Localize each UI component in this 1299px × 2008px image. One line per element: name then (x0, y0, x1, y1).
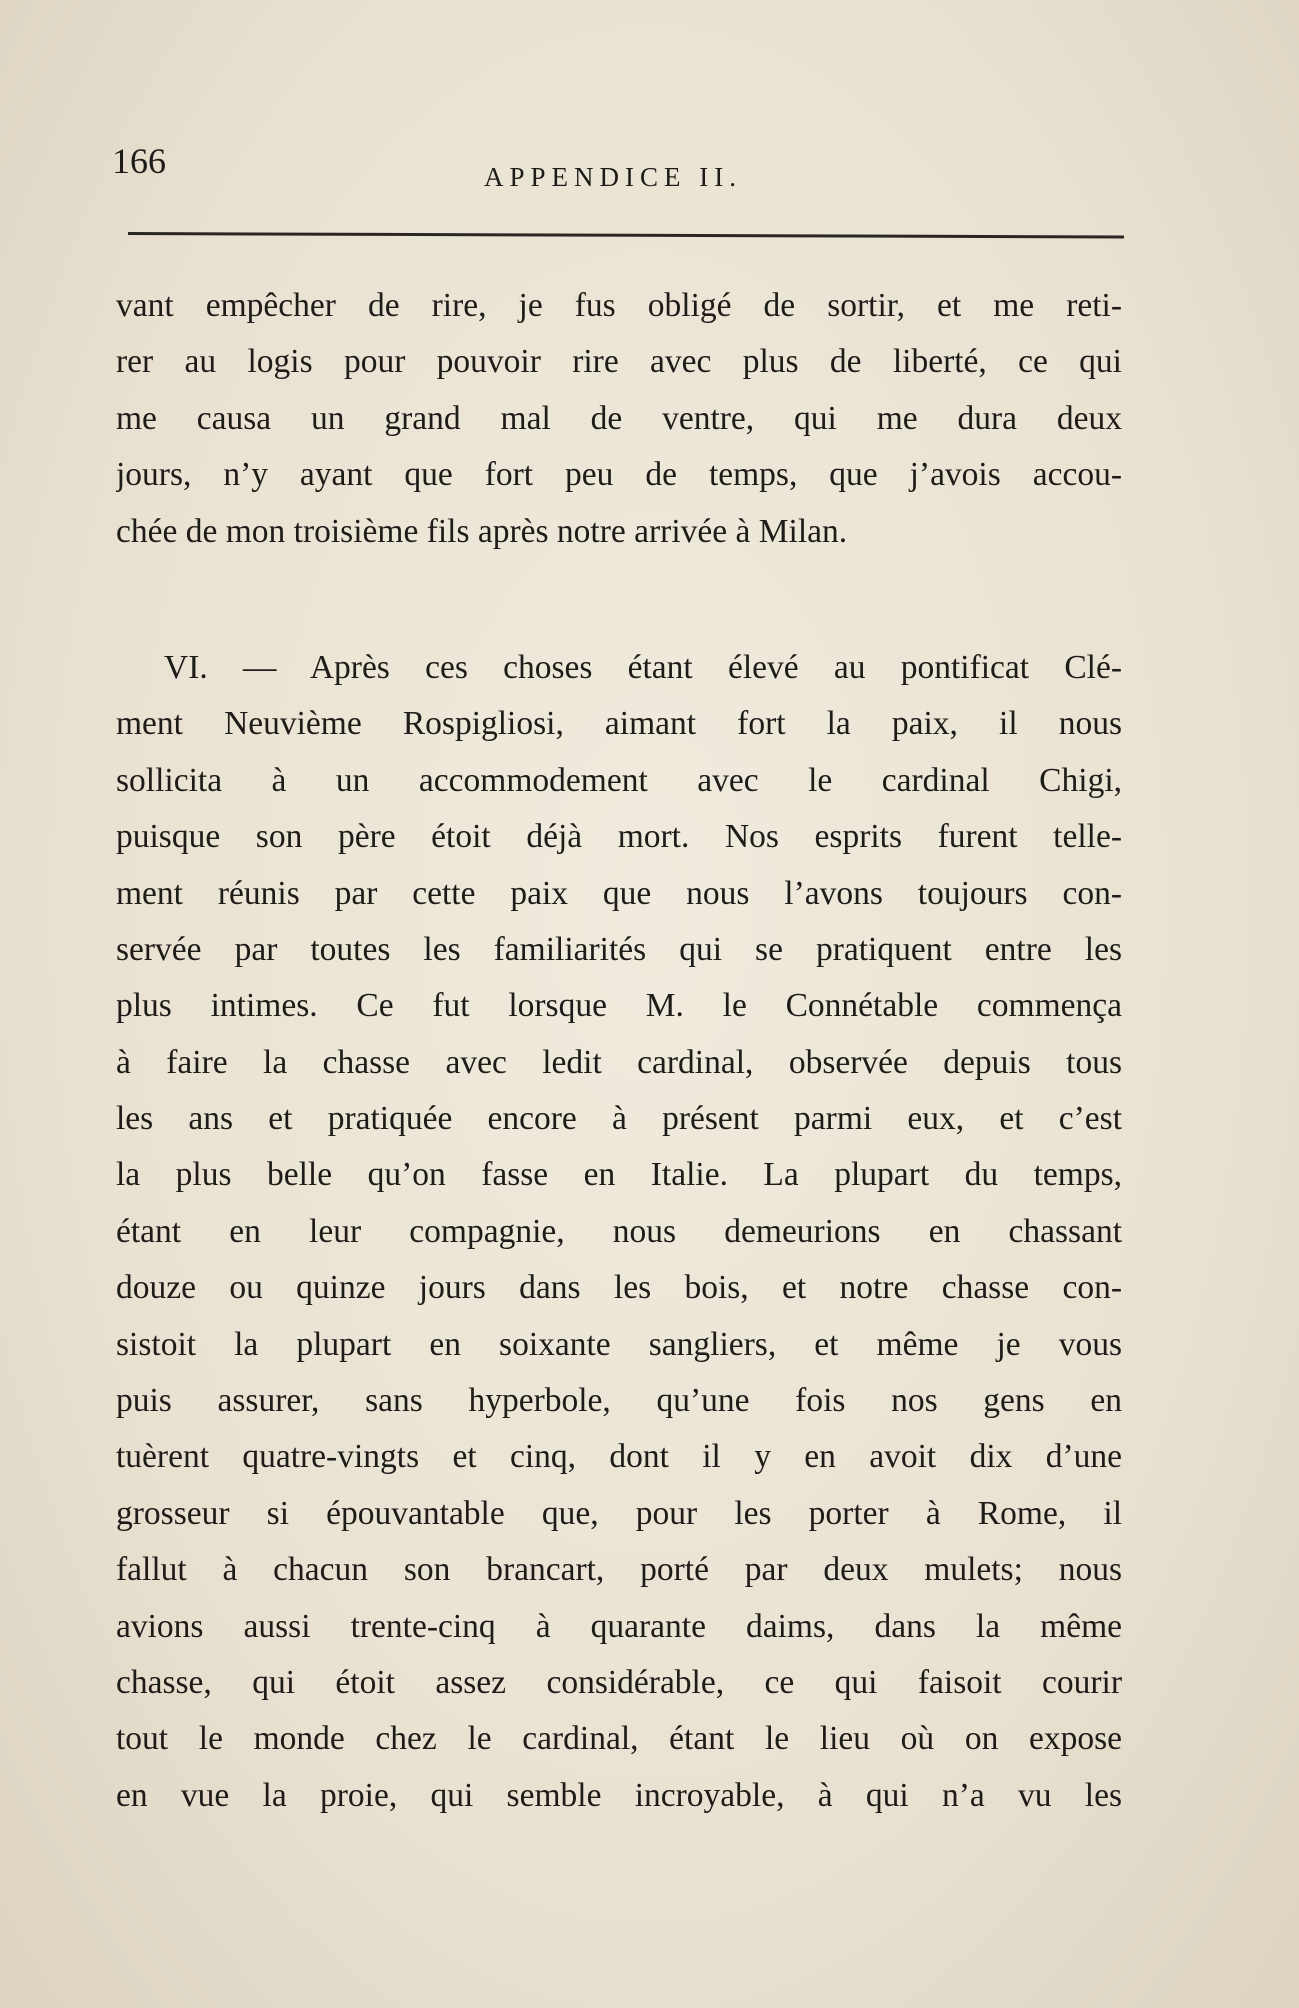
paragraph-2 (116, 640, 1122, 1824)
page-number: 166 (112, 141, 166, 181)
text-line: me causa un grand mal de ventre, qui me dura deux (116, 399, 1122, 437)
text-line: tuèrent quatre-vingts et cinq, dont il y en avoit dix d’une (116, 1438, 1122, 1476)
text-line: les ans et pratiquée encore à présent parmi eux, et c’est (116, 1100, 1122, 1138)
text-line: tout le monde chez le cardinal, étant le lieu où on expose (116, 1720, 1122, 1758)
text-line: puisque son père étoit déjà mort. Nos esprits furent telle- (116, 818, 1122, 856)
running-head: APPENDICE II. (484, 162, 742, 192)
text-line: à faire la chasse avec ledit cardinal, observée depuis tous (116, 1043, 1122, 1081)
text-line: la plus belle qu’on fasse en Italie. La plupart du temps, (116, 1156, 1122, 1194)
text-line: plus intimes. Ce fut lorsque M. le Connétable commença (116, 987, 1122, 1025)
text-line: ment Neuvième Rospigliosi, aimant fort la paix, il nous (116, 705, 1122, 743)
text-line: puis assurer, sans hyperbole, qu’une fois nos gens en (116, 1382, 1122, 1420)
header-rule (128, 232, 1124, 238)
text-line: rer au logis pour pouvoir rire avec plus de liberté, ce qui (116, 343, 1122, 381)
text-line: grosseur si épouvantable que, pour les porter à Rome, il (116, 1494, 1122, 1532)
text-line: avions aussi trente-cinq à quarante daims, dans la même (116, 1607, 1122, 1645)
text-line: sistoit la plupart en soixante sangliers, et même je vous (116, 1325, 1122, 1363)
body-text (116, 278, 1122, 1824)
text-line: jours, n’y ayant que fort peu de temps, que j’avois accou- (116, 456, 1122, 494)
text-line: douze ou quinze jours dans les bois, et notre chasse con- (116, 1269, 1122, 1307)
text-line: VI. — Après ces choses étant élevé au pontificat Clé- (164, 648, 1122, 686)
text-line: chasse, qui étoit assez considérable, ce qui faisoit courir (116, 1663, 1122, 1701)
page-header (112, 140, 1122, 200)
text-line: ment réunis par cette paix que nous l’avons toujours con- (116, 874, 1122, 912)
text-line: chée de mon troisième fils après notre arrivée à Milan. (116, 512, 848, 550)
text-line: en vue la proie, qui semble incroyable, à qui n’a vu les (116, 1776, 1122, 1814)
text-line: fallut à chacun son brancart, porté par deux mulets; nous (116, 1551, 1122, 1589)
paragraph-1 (116, 278, 1122, 560)
paragraph-gap (116, 560, 1122, 640)
text-line: vant empêcher de rire, je fus obligé de sortir, et me reti- (116, 287, 1122, 324)
text-line: sollicita à un accommodement avec le cardinal Chigi, (116, 761, 1122, 799)
text-line: étant en leur compagnie, nous demeurions en chassant (116, 1212, 1122, 1250)
text-line: servée par toutes les familiarités qui se pratiquent entre les (116, 930, 1122, 968)
